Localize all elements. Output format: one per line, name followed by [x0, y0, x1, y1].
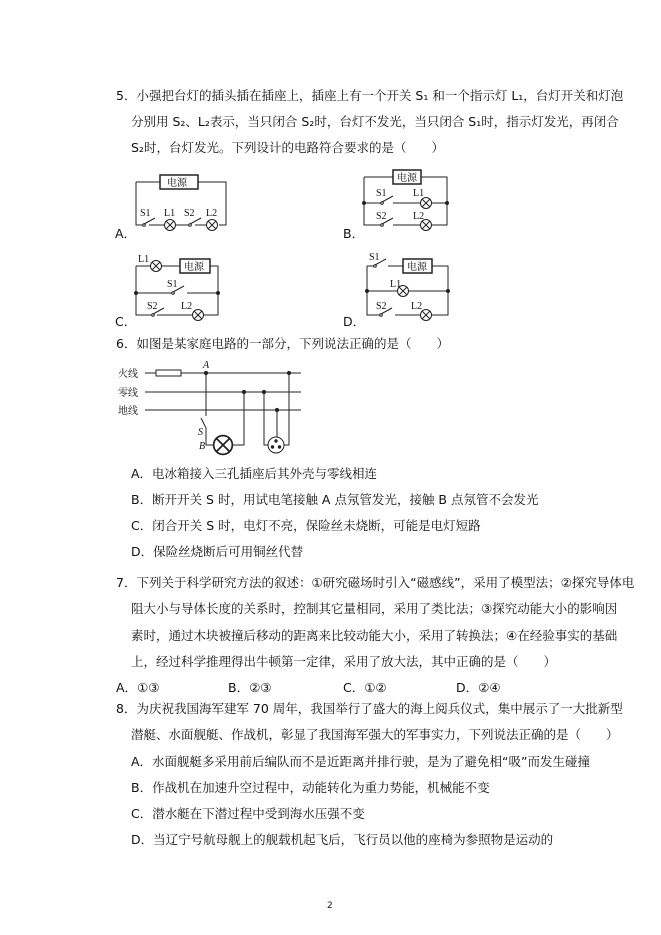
- q7-option-d: D．②④: [456, 680, 501, 695]
- q7-line-4: 上，经过科学推理得出牛顿第一定律，采用了放大法，其中正确的是（ ）: [131, 654, 557, 669]
- svg-text:电源: 电源: [397, 173, 417, 184]
- svg-text:电源: 电源: [167, 178, 187, 189]
- q6-stem: 6．如图是某家庭电路的一部分，下列说法正确的是（ ）: [116, 336, 449, 351]
- q6-option-b: B．断开开关 S 时，用试电笔接触 A 点氖管发光，接触 B 点氖管不会发光: [131, 492, 539, 507]
- q5-option-b: B．: [343, 226, 365, 241]
- q6-option-d: D．保险丝烧断后可用铜丝代替: [131, 544, 304, 559]
- svg-text:S2: S2: [376, 211, 387, 222]
- q7-line-3: 素时，通过木块被撞后移动的距离来比较动能大小，采用了转换法；④在经验事实的基础: [131, 628, 618, 643]
- svg-text:S2: S2: [184, 208, 195, 219]
- q5-option-d: D．: [343, 314, 366, 329]
- svg-text:L1: L1: [390, 279, 402, 290]
- svg-text:S1: S1: [167, 279, 178, 290]
- svg-text:S2: S2: [147, 301, 158, 312]
- circuit-a: [136, 175, 226, 231]
- q5-line-1: 5．小强把台灯的插头插在插座上，插座上有一个开关 S₁ 和一个指示灯 L₁，台灯开关和灯泡: [116, 88, 624, 103]
- q7-option-b: B．②③: [228, 680, 272, 695]
- circuit-c: [135, 254, 220, 321]
- svg-text:电源: 电源: [184, 262, 204, 273]
- svg-text:零线: 零线: [118, 388, 138, 399]
- q8-line-2: 潜艇、水面舰艇、作战机，彰显了我国海军强大的军事实力，下列说法正确的是（ ）: [131, 727, 619, 742]
- svg-text:S: S: [198, 427, 203, 438]
- q8-option-c: C．潜水艇在下潜过程中受到海水压强不变: [131, 806, 365, 821]
- svg-text:L1: L1: [138, 254, 150, 265]
- household-circuit: [118, 360, 301, 454]
- q8-option-a: A．水面舰艇多采用前后编队而不是近距离并排行驶，是为了避免相“吸”而发生碰撞: [131, 754, 591, 769]
- q6-option-a: A．电冰箱接入三孔插座后其外壳与零线相连: [131, 466, 378, 481]
- q7-option-c: C．①②: [343, 680, 387, 695]
- svg-text:S1: S1: [369, 252, 380, 263]
- svg-text:火线: 火线: [118, 369, 138, 380]
- q7-line-2: 阻大小与导体长度的关系时，控制其它量相同，采用了类比法；③探究动能大小的影响因: [131, 601, 618, 616]
- q7-option-a: A．①③: [116, 680, 160, 695]
- svg-text:L2: L2: [411, 301, 423, 312]
- q6-option-c: C．闭合开关 S 时，电灯不亮，保险丝未烧断，可能是电灯短路: [131, 518, 481, 533]
- circuit-b: [363, 170, 449, 231]
- q7-line-1: 7．下列关于科学研究方法的叙述：①研究磁场时引入“磁感线”，采用了模型法；②探究导体电: [116, 575, 635, 590]
- svg-text:L2: L2: [413, 211, 425, 222]
- q5-line-2: 分别用 S₂、L₂表示，当只闭合 S₂时，台灯不发光，当只闭合 S₁时，指示灯发光，再闭合: [131, 114, 619, 129]
- fuse: [156, 370, 181, 376]
- svg-text:L2: L2: [181, 301, 193, 312]
- page-number: 2: [327, 901, 333, 911]
- q8-option-d: D．当辽宁号航母舰上的舰载机起飞后，飞行员以他的座椅为参照物是运动的: [131, 832, 554, 847]
- q5-option-c: C．: [115, 314, 137, 329]
- q8-line-1: 8．为庆祝我国海军建军 70 周年，我国举行了盛大的海上阅兵仪式，集中展示了一大批新型: [116, 701, 623, 716]
- svg-text:地线: 地线: [118, 406, 138, 417]
- svg-text:A: A: [203, 360, 210, 371]
- circuit-d: [366, 252, 450, 321]
- svg-text:S1: S1: [376, 188, 387, 199]
- svg-text:B: B: [199, 441, 206, 452]
- svg-text:S1: S1: [140, 208, 151, 219]
- svg-text:L1: L1: [164, 208, 176, 219]
- q5-option-a: A．: [115, 226, 137, 241]
- svg-text:L1: L1: [413, 188, 425, 199]
- svg-text:L2: L2: [206, 208, 218, 219]
- svg-text:S2: S2: [376, 301, 387, 312]
- q8-option-b: B．作战机在加速升空过程中，动能转化为重力势能，机械能不变: [131, 780, 490, 795]
- svg-text:电源: 电源: [407, 262, 427, 273]
- q5-line-3: S₂时，台灯发光。下列设计的电路符合要求的是（ ）: [131, 140, 444, 155]
